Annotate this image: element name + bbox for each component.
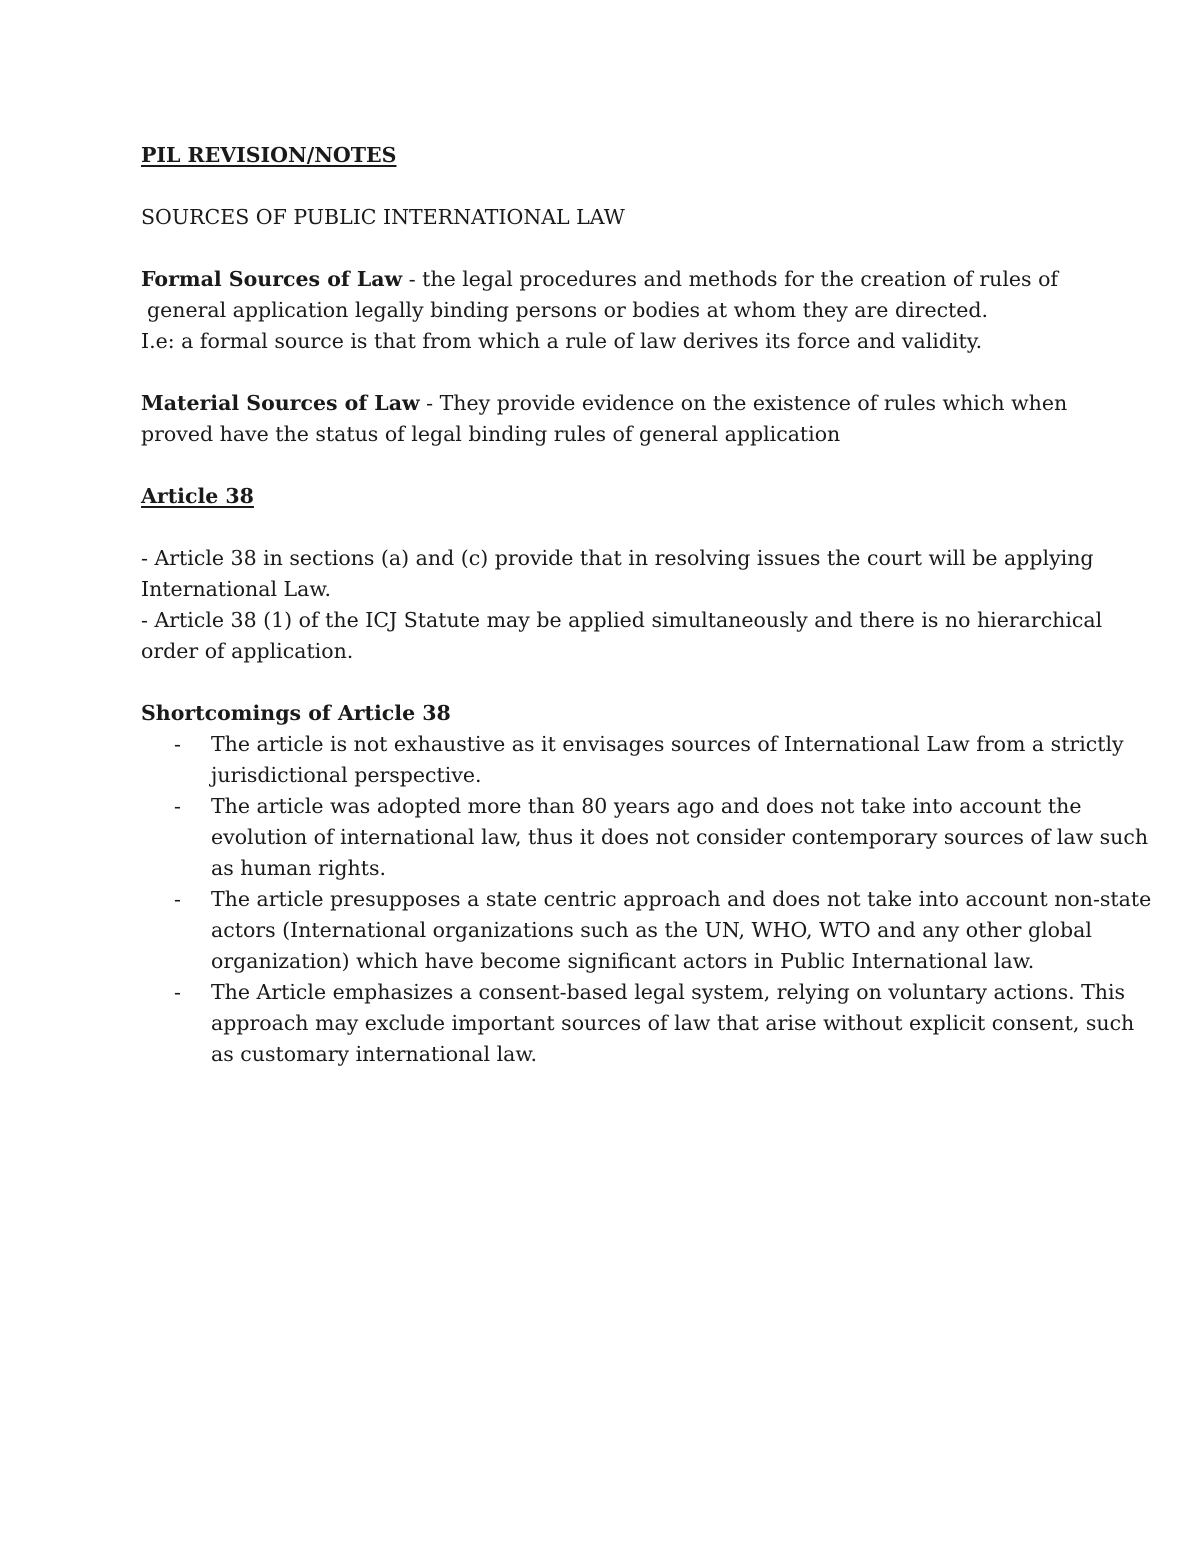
bullet-dash: - [174, 980, 181, 1004]
spacer [141, 171, 1071, 202]
list-item [141, 791, 1149, 884]
material-sources-line-1 [141, 388, 1071, 419]
material-sources-term: Material Sources of Law [141, 391, 420, 415]
bullet-dash: - [174, 794, 181, 818]
formal-sources-separator: - [402, 267, 423, 291]
spacer [141, 512, 1071, 543]
section-heading: SOURCES OF PUBLIC INTERNATIONAL LAW [141, 205, 625, 229]
bullet-dash: - [174, 887, 181, 911]
list-item-line: approach may exclude important sources of law that arise without explicit consent, such [211, 1011, 1135, 1035]
article-38-p2-line-2: order of application. [141, 639, 354, 663]
spacer [141, 233, 1071, 264]
article-38-p1-line-1: - Article 38 in sections (a) and (c) provide that in resolving issues the court will be applying [141, 546, 1094, 570]
article-38-p2-line-1: - Article 38 (1) of the ICJ Statute may be applied simultaneously and there is no hierarchical [141, 608, 1103, 632]
bullet-dash: - [174, 732, 181, 756]
material-sources-text: They provide evidence on the existence of rules which when [439, 391, 1068, 415]
list-item-line: actors (International organizations such as the UN, WHO, WTO and any other global [211, 918, 1092, 942]
formal-sources-line-1 [141, 264, 1071, 295]
material-sources-separator: - [419, 391, 440, 415]
document-body [141, 140, 1152, 1070]
formal-sources-line-3: I.e: a formal source is that from which a rule of law derives its force and validity. [141, 329, 983, 353]
material-sources-paragraph [141, 388, 1071, 450]
list-item-line: evolution of international law, thus it does not consider contemporary sources of law such [211, 825, 1149, 849]
article-38-paragraph-2 [141, 605, 1103, 667]
list-item-line: The article was adopted more than 80 years ago and does not take into account the [211, 794, 1082, 818]
list-item-text [211, 729, 1124, 791]
formal-sources-text: the legal procedures and methods for the creation of rules of [422, 267, 1059, 291]
article-38-p1-line-2: International Law. [141, 577, 331, 601]
list-item [141, 729, 1124, 791]
formal-sources-term: Formal Sources of Law [141, 267, 403, 291]
list-item-line: organization) which have become significant actors in Public International law. [211, 949, 1035, 973]
list-item-line: as human rights. [211, 856, 387, 880]
list-item-line: The Article emphasizes a consent-based legal system, relying on voluntary actions. This [211, 980, 1126, 1004]
spacer [141, 667, 1071, 698]
formal-sources-paragraph [141, 264, 1071, 357]
shortcomings-heading: Shortcomings of Article 38 [141, 701, 451, 725]
article-38-paragraph-1 [141, 543, 1094, 605]
document-title: PIL REVISION/NOTES [141, 143, 397, 167]
list-item-line: The article presupposes a state centric approach and does not take into account non-state [211, 887, 1152, 911]
list-item-line: The article is not exhaustive as it envisages sources of International Law from a strictly [211, 732, 1124, 756]
list-item [141, 884, 1152, 977]
list-item-line: as customary international law. [211, 1042, 537, 1066]
spacer [141, 357, 1071, 388]
list-item-line: jurisdictional perspective. [211, 763, 482, 787]
formal-sources-line-2: general application legally binding persons or bodies at whom they are directed. [147, 298, 989, 322]
list-item-text [211, 791, 1149, 884]
shortcomings-list [141, 729, 1152, 1070]
list-item-text [211, 977, 1135, 1070]
list-item [141, 977, 1135, 1070]
article-38-heading: Article 38 [141, 484, 254, 508]
list-item-text [211, 884, 1152, 977]
material-sources-line-2: proved have the status of legal binding rules of general application [141, 422, 841, 446]
spacer [141, 450, 1071, 481]
